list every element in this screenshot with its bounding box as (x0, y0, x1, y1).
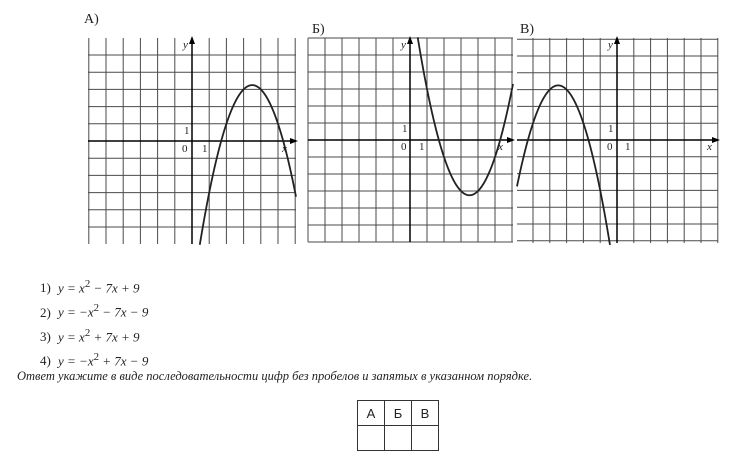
option-exponent: 2 (93, 350, 100, 363)
parabola-curve-b (418, 37, 513, 195)
y-axis-label: y (183, 39, 188, 51)
origin-label: 0 (401, 141, 407, 153)
tick-label-x-one: 1 (625, 141, 631, 153)
answer-header-b: Б (385, 401, 412, 426)
option-exponent: 2 (93, 302, 100, 315)
option-rhs: − 7x + 9 (90, 280, 140, 296)
option-lhs: y = x (58, 328, 85, 344)
graph-label-a: А) (84, 12, 99, 27)
option-lhs: y = −x (58, 304, 94, 320)
tick-label-x-one: 1 (419, 141, 425, 153)
answer-cell-a[interactable] (358, 426, 385, 451)
graph-c (517, 38, 718, 243)
formula-options-list (40, 274, 148, 371)
parabola-curve-c (517, 85, 610, 244)
tick-label-y-one: 1 (402, 123, 408, 135)
option-exponent: 2 (84, 326, 91, 339)
option-rhs: − 7x − 9 (99, 304, 149, 320)
parabola-curve-a (200, 85, 296, 245)
formula-option (40, 298, 148, 322)
option-exponent: 2 (84, 278, 91, 290)
x-axis-arrow-icon (290, 138, 298, 144)
option-number: 3) (40, 328, 51, 344)
answer-table (357, 400, 439, 451)
graph-label-b: Б) (312, 22, 325, 37)
x-axis-label: x (498, 141, 503, 153)
origin-label: 0 (607, 141, 613, 153)
tick-label-x-one: 1 (202, 143, 208, 155)
formula-option (40, 347, 148, 371)
graph-label-c: В) (520, 22, 534, 37)
x-axis-label: x (707, 141, 712, 153)
option-number: 1) (40, 280, 51, 296)
answer-instruction: Ответ укажите в виде последовательности цифр без пробелов и запятых в указанном порядке. (17, 369, 533, 383)
option-lhs: y = −x (58, 353, 94, 369)
answer-header-a: А (358, 401, 385, 426)
formula-option (40, 274, 148, 298)
option-rhs: + 7x − 9 (99, 353, 149, 369)
answer-cell-c[interactable] (412, 426, 439, 451)
y-axis-label: y (401, 39, 406, 51)
graph-a (88, 38, 296, 244)
x-axis-label: x (282, 143, 287, 155)
answer-header-c: В (412, 401, 439, 426)
option-rhs: + 7x + 9 (90, 328, 140, 344)
y-axis-label: y (608, 39, 613, 51)
answer-input-row (358, 426, 439, 451)
option-number: 4) (40, 353, 51, 369)
option-lhs: y = x (58, 280, 85, 296)
tick-label-y-one: 1 (184, 125, 190, 137)
answer-cell-b[interactable] (385, 426, 412, 451)
graph-b (308, 38, 513, 242)
y-axis-arrow-icon (407, 36, 413, 44)
option-number: 2) (40, 304, 51, 320)
formula-option (40, 323, 148, 347)
answer-header-row (358, 401, 439, 426)
x-axis-arrow-icon (712, 137, 720, 143)
origin-label: 0 (182, 143, 188, 155)
x-axis-arrow-icon (507, 137, 515, 143)
y-axis-arrow-icon (189, 36, 195, 44)
y-axis-arrow-icon (614, 36, 620, 44)
tick-label-y-one: 1 (608, 123, 614, 135)
